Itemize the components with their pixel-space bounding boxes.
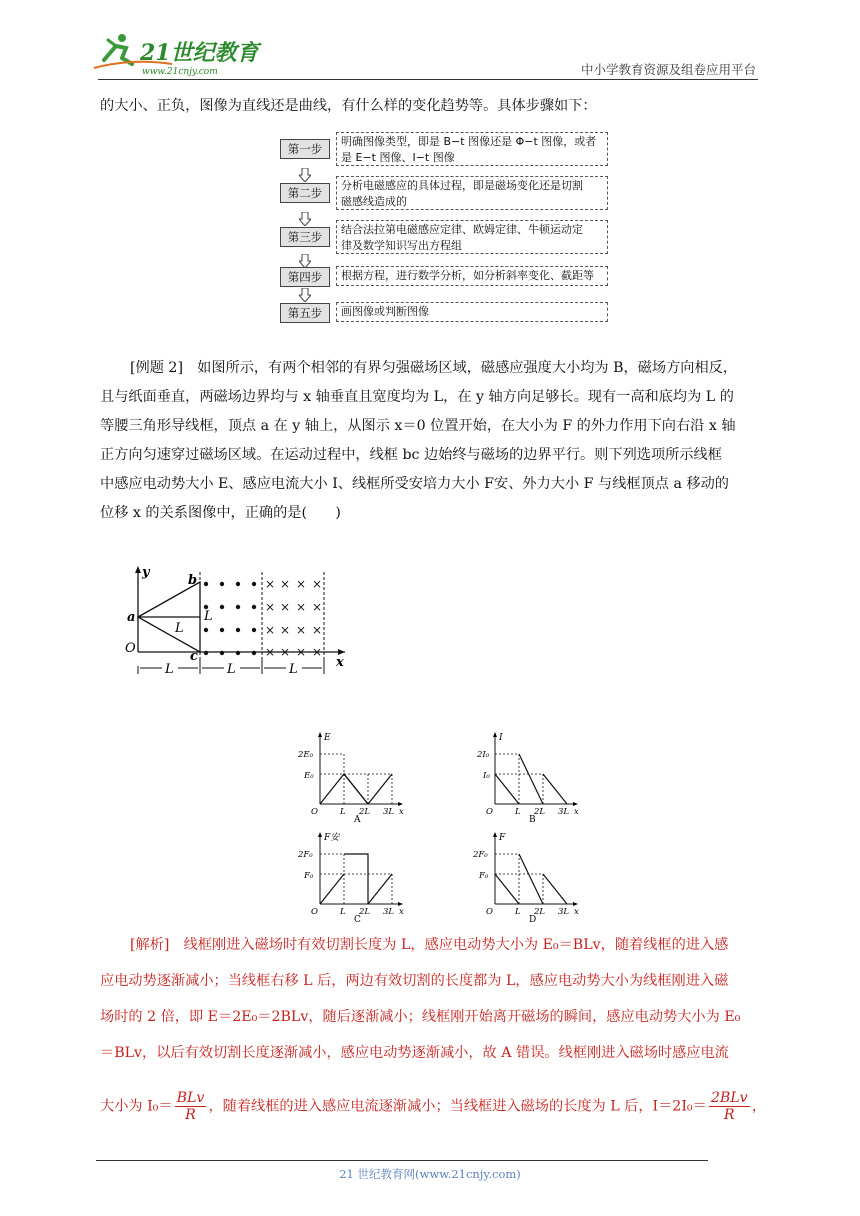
example-line: 等腰三角形导线框，顶点 a 在 y 轴上，从图示 x＝0 位置开始，在大小为 F 的外力作用下向右沿 x 轴 (100, 418, 736, 434)
step-text: 根据方程，进行数学分析，如分析斜率变化、截距等 (336, 266, 608, 286)
step-text: 明确图像类型，即是 B−t 图像还是 Φ−t 图像，或者 是 E−t 图像、I−t 图像 (336, 132, 608, 166)
step-text: 结合法拉第电磁感应定律、欧姆定律、牛顿运动定 律及数学知识写出方程组 (336, 220, 608, 254)
svg-text:F: F (499, 833, 506, 843)
step-label: 第三步 (280, 227, 330, 247)
svg-text:×: × (280, 600, 291, 614)
logo-text: 21世纪教育 (140, 40, 259, 66)
footer-text: 21 世纪教育网(www.21cnjy.com) (339, 1167, 521, 1181)
example-line: 且与纸面垂直，两磁场边界均与 x 轴垂直且宽度均为 L，在 y 轴方向足够长。现有一高和底均为 L 的 (100, 389, 734, 405)
solution-line: 场时的 2 倍，即 E＝2E₀＝2BLv，随后逐渐减小；线框刚开始离开磁场的瞬间，感应电动势大小为 E₀ (100, 1009, 741, 1025)
svg-text:2I₀: 2I₀ (477, 750, 490, 760)
svg-text:x: x (574, 907, 579, 917)
footer-divider (96, 1160, 708, 1161)
step-label: 第五步 (280, 303, 330, 323)
svg-text:E₀: E₀ (304, 771, 314, 781)
svg-text:×: × (280, 623, 291, 637)
svg-text:×: × (265, 645, 276, 659)
step-5 (280, 296, 610, 326)
svg-text:×: × (296, 645, 307, 659)
field-diagram (120, 562, 350, 682)
step-2 (280, 176, 610, 206)
svg-text:I₀: I₀ (483, 771, 490, 781)
svg-text:C: C (354, 915, 361, 925)
svg-text:×: × (312, 623, 323, 637)
option-graphs (296, 726, 596, 926)
svg-text:y: y (142, 565, 150, 580)
svg-text:3L: 3L (383, 907, 395, 917)
step-text: 画图像或判断图像 (336, 302, 608, 322)
step-4 (280, 260, 610, 290)
step-3 (280, 220, 610, 250)
example-line: 中感应电动势大小 E、感应电流大小 I、线框所受安培力大小 F安、外力大小 F 与线框顶点 a 移动的 (100, 476, 729, 492)
solution-line: ＝BLv，以后有效切割长度逐渐减小，感应电动势逐渐减小，故 A 错误。线框刚进入磁场时感应电流 (100, 1045, 729, 1061)
svg-text:3L: 3L (558, 907, 570, 917)
step-label: 第四步 (280, 267, 330, 287)
step-1 (280, 132, 610, 162)
graph-C (297, 832, 404, 925)
svg-text:I: I (499, 733, 503, 743)
svg-text:2L: 2L (534, 807, 546, 817)
solution-line: 应电动势逐渐减小；当线框右移 L 后，两边有效切割的长度都为 L，感应电动势大小为线框刚进入磁 (100, 973, 729, 989)
svg-text:L: L (289, 662, 298, 677)
header-platform-text: 中小学教育资源及组卷应用平台 (580, 62, 756, 77)
svg-text:x: x (399, 907, 404, 917)
svg-text:O: O (125, 641, 136, 656)
graph-A (297, 732, 404, 825)
solution-line: 大小为 I₀＝ $\frac{\text{BLv}}{R}$ ，随着线框的进入感应电流逐渐减小；当线框进入磁场的长度为 L 后，I＝2I₀＝ $\frac{\text{2BLv}}{R}$ ， (100, 1090, 766, 1123)
step-text: 分析电磁感应的具体过程，即是磁场变化还是切割 磁感线造成的 (336, 176, 608, 210)
svg-text:L: L (340, 807, 346, 817)
svg-text:×: × (296, 623, 307, 637)
svg-text:B: B (529, 815, 536, 825)
svg-text:3L: 3L (558, 807, 570, 817)
svg-text:x: x (399, 807, 404, 817)
svg-text:L: L (165, 662, 174, 677)
svg-text:×: × (296, 600, 307, 614)
svg-text:L: L (515, 907, 521, 917)
svg-text:2F₀: 2F₀ (473, 850, 488, 860)
svg-text:×: × (265, 577, 276, 591)
svg-text:F₀: F₀ (304, 871, 314, 881)
svg-text:L: L (175, 621, 184, 636)
graph-B (476, 732, 579, 825)
svg-text:2E₀: 2E₀ (298, 750, 314, 760)
svg-text:F安: F安 (324, 833, 340, 843)
svg-text:c: c (190, 649, 198, 664)
step-label: 第一步 (280, 139, 330, 159)
graph-D (472, 832, 579, 925)
svg-text:F₀: F₀ (479, 871, 489, 881)
svg-text:E: E (324, 733, 331, 743)
svg-text:×: × (280, 645, 291, 659)
example-line: 位移 x 的关系图像中，正确的是( ) (100, 505, 341, 521)
svg-text:O: O (311, 907, 318, 917)
svg-text:O: O (486, 807, 493, 817)
svg-text:b: b (188, 573, 198, 588)
logo (92, 30, 262, 80)
step-label: 第二步 (280, 183, 330, 203)
logo-url: www.21cnjy.com (142, 67, 218, 77)
svg-text:×: × (280, 577, 291, 591)
svg-text:2L: 2L (359, 807, 371, 817)
svg-text:x: x (336, 655, 344, 670)
svg-text:2L: 2L (359, 907, 371, 917)
svg-text:2L: 2L (534, 907, 546, 917)
svg-text:×: × (296, 577, 307, 591)
intro-text: 的大小、正负，图像为直线还是曲线，有什么样的变化趋势等。具体步骤如下： (100, 98, 597, 114)
svg-text:A: A (354, 815, 361, 825)
solution-line: [解析] 线框刚进入磁场时有效切割长度为 L，感应电动势大小为 E₀＝BLv，随着线框的进入感 (130, 937, 729, 953)
svg-text:L: L (204, 609, 213, 624)
svg-text:L: L (515, 807, 521, 817)
svg-text:×: × (312, 645, 323, 659)
svg-text:×: × (312, 577, 323, 591)
svg-text:3L: 3L (383, 807, 395, 817)
svg-text:D: D (529, 915, 537, 925)
example-line: 正方向匀速穿过磁场区域。在运动过程中，线框 bc 边始终与磁场的边界平行。则下列选项所示线框 (100, 447, 722, 463)
svg-text:O: O (311, 807, 318, 817)
header-divider (98, 79, 758, 80)
svg-text:×: × (265, 623, 276, 637)
svg-text:x: x (574, 807, 579, 817)
svg-text:O: O (486, 907, 493, 917)
svg-text:L: L (340, 907, 346, 917)
svg-text:a: a (127, 610, 136, 625)
example-line: [例题 2] 如图所示，有两个相邻的有界匀强磁场区域，磁感应强度大小均为 B，磁场方向相反， (130, 360, 738, 376)
svg-text:L: L (227, 662, 236, 677)
svg-text:×: × (312, 600, 323, 614)
svg-text:2F₀: 2F₀ (298, 850, 313, 860)
svg-text:×: × (265, 600, 276, 614)
